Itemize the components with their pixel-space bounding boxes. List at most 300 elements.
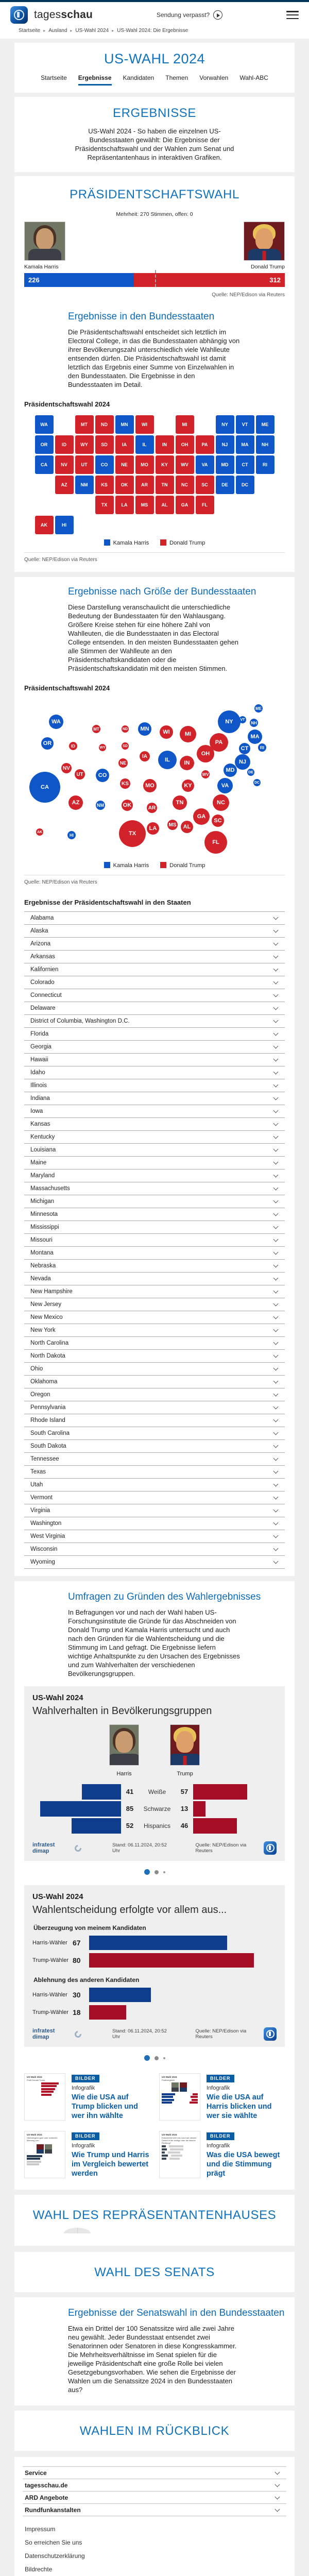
state-tile-ME[interactable]: ME — [256, 415, 274, 434]
state-accordion-row[interactable] — [24, 1105, 285, 1117]
state-tile-NV[interactable]: NV — [55, 455, 74, 474]
state-bubble-CA[interactable]: CA — [29, 772, 60, 803]
teaser-title[interactable]: Wie die USA auf Harris blicken und wer sie wählte — [207, 2093, 272, 2120]
state-accordion-row[interactable] — [24, 1414, 285, 1427]
chevron-down-icon — [273, 992, 279, 997]
chevron-down-icon — [273, 1417, 279, 1422]
chart1-footer — [32, 1841, 277, 1855]
state-accordion-label: Mississippi — [30, 1224, 59, 1230]
chart2-title: Wahlentscheidung erfolgte vor allem aus... — [32, 1904, 227, 1916]
carousel-dot-active[interactable] — [144, 2055, 150, 2061]
state-accordion-row[interactable] — [24, 976, 285, 989]
state-bubble-RI[interactable]: RI — [258, 743, 266, 752]
state-tile-NC[interactable]: NC — [176, 476, 194, 494]
hero-section — [14, 43, 295, 93]
state-bubble-LA[interactable]: LA — [147, 822, 159, 835]
state-bubble-OH[interactable]: OH — [197, 745, 214, 762]
state-accordion-label: Vermont — [30, 1495, 53, 1501]
chevron-down-icon — [273, 1057, 279, 1062]
state-accordion-row[interactable] — [24, 1478, 285, 1491]
state-tile-WY[interactable]: WY — [75, 435, 94, 454]
tab-kandidaten[interactable]: Kandidaten — [123, 74, 154, 81]
state-tile-AL[interactable]: AL — [156, 496, 174, 514]
state-accordion-row[interactable] — [24, 1375, 285, 1388]
state-tile-RI[interactable]: RI — [256, 455, 274, 474]
state-accordion-row[interactable] — [24, 1504, 285, 1517]
state-accordion-row[interactable] — [24, 1182, 285, 1195]
state-accordion-row[interactable] — [24, 1427, 285, 1439]
state-tile-NH[interactable]: NH — [256, 435, 274, 454]
bilder-badge: BILDER — [72, 2132, 99, 2140]
state-tile-FL[interactable]: FL — [196, 496, 214, 514]
state-accordion-row[interactable] — [24, 1169, 285, 1182]
state-accordion-row[interactable] — [24, 950, 285, 963]
state-accordion-row[interactable] — [24, 989, 285, 1002]
state-tile-SD[interactable]: SD — [95, 435, 114, 454]
chart2-row — [32, 1987, 277, 2003]
brand-wordmark[interactable]: tagesschau — [34, 9, 93, 21]
bundesstaaten-heading: Ergebnisse in den Bundesstaaten — [68, 311, 215, 322]
trump-value: 13 — [180, 1805, 188, 1812]
state-bubble-SC[interactable]: SC — [212, 815, 224, 827]
chevron-down-icon — [273, 1185, 279, 1191]
state-bubble-IN[interactable]: IN — [180, 756, 194, 770]
state-accordion-row[interactable] — [24, 1543, 285, 1555]
chevron-down-icon — [273, 1237, 279, 1242]
chart1-kicker: US-Wahl 2024 — [32, 1693, 83, 1702]
state-tile-NE[interactable]: NE — [115, 455, 134, 474]
state-bubble-WI[interactable]: WI — [160, 725, 173, 739]
state-tile-MD[interactable]: MD — [216, 455, 234, 474]
state-bubble-SD[interactable]: SD — [122, 742, 129, 750]
rueckblick-title: WAHLEN IM RÜCKBLICK — [79, 2424, 230, 2438]
state-bubble-AR[interactable]: AR — [147, 803, 157, 813]
breadcrumb-item[interactable]: Startseite — [19, 28, 41, 33]
chevron-down-icon — [273, 1263, 279, 1268]
chevron-down-icon — [273, 1301, 279, 1307]
state-accordion-row[interactable] — [24, 924, 285, 937]
state-accordion-label: Oregon — [30, 1392, 50, 1398]
state-bubble-IA[interactable]: IA — [140, 751, 150, 761]
state-accordion-label: Iowa — [30, 1108, 43, 1114]
state-tile-IN[interactable]: IN — [156, 435, 174, 454]
state-bubble-KY[interactable]: KY — [182, 779, 194, 792]
state-bubble-CT[interactable]: CT — [239, 743, 250, 754]
footer-accordion-rundfunkanstalten[interactable] — [23, 2503, 286, 2516]
state-bubble-IL[interactable]: IL — [158, 751, 177, 769]
state-accordion-row[interactable] — [24, 1259, 285, 1272]
state-accordion-label: Nebraska — [30, 1263, 56, 1269]
state-accordion-row[interactable] — [24, 1349, 285, 1362]
breadcrumb-separator: ▸ — [43, 28, 46, 33]
harris-name: Kamala Harris — [24, 264, 59, 270]
footer-links — [23, 2522, 286, 2576]
footer-accordion-tagesschaude[interactable] — [23, 2479, 286, 2491]
state-tile-CT[interactable]: CT — [236, 455, 254, 474]
state-accordion-row[interactable] — [24, 1452, 285, 1465]
state-tile-WI[interactable]: WI — [135, 415, 154, 434]
senat-title: WAHL DES SENATS — [94, 2265, 215, 2279]
state-accordion-label: Louisiana — [30, 1147, 56, 1153]
state-tile-UT[interactable]: UT — [75, 455, 94, 474]
state-bubble-MT[interactable]: MT — [92, 725, 100, 733]
state-accordion-row[interactable] — [24, 1388, 285, 1401]
state-bubble-NM[interactable]: NM — [96, 801, 105, 810]
state-tile-GA[interactable]: GA — [176, 496, 194, 514]
chart2-bars — [32, 1924, 277, 2020]
state-accordion-row[interactable] — [24, 1298, 285, 1311]
state-accordion-row[interactable] — [24, 1336, 285, 1349]
trump-bar — [193, 1801, 205, 1817]
state-accordion-label: Colorado — [30, 979, 55, 986]
tab-startseite[interactable]: Startseite — [41, 74, 67, 81]
electoral-votes-bar[interactable] — [24, 273, 285, 287]
state-tile-ND[interactable]: ND — [95, 415, 114, 434]
chevron-down-icon — [273, 1495, 279, 1500]
teaser-title[interactable]: Wie die USA auf Trump blicken und wer ihn wählte — [72, 2093, 138, 2120]
state-bubble-MO[interactable]: MO — [143, 779, 157, 792]
state-tile-PA[interactable]: PA — [196, 435, 214, 454]
groesse-text: Diese Darstellung veranschaulicht die unterschiedliche Bedeutung der Bundesstaaten für den Wahlausgang. Größere Kreise stehen für eine höhere Zahl von Wahlleuten, die die Bundesstaaten in das Electoral College entsenden. In den meisten Bundesstaaten gehen alle Stimmen der Wahlleute an den Präsidentschaftskandidaten oder die Präsidentschaftskandidatin mit den meisten Stimmen. — [68, 603, 239, 672]
state-accordion-label: New York — [30, 1327, 56, 1333]
state-tile-MI[interactable]: MI — [176, 415, 194, 434]
state-tile-MT[interactable]: MT — [75, 415, 94, 434]
state-bubble-NJ[interactable]: NJ — [235, 754, 250, 770]
state-bubble-DC[interactable]: DC — [253, 779, 261, 786]
state-accordion-label: Washington — [30, 1520, 62, 1527]
chevron-down-icon — [273, 1520, 279, 1526]
state-tile-KY[interactable]: KY — [156, 455, 174, 474]
infratest-dimap-logo: infratest dimap — [32, 1842, 81, 1854]
infografik-teaser[interactable] — [24, 2073, 150, 2121]
state-tile-TN[interactable]: TN — [156, 476, 174, 494]
state-tile-IL[interactable]: IL — [135, 435, 154, 454]
dem-bar — [89, 1936, 227, 1950]
state-tile-NM[interactable]: NM — [75, 476, 94, 494]
state-bubble-TN[interactable]: TN — [173, 795, 187, 810]
state-accordion-label: Oklahoma — [30, 1379, 58, 1385]
harris-bar — [82, 1784, 121, 1800]
state-accordion-label: Montana — [30, 1250, 54, 1256]
teaser-title[interactable]: Wie Trump und Harris im Vergleich bewertet werden — [72, 2151, 149, 2178]
state-bubble-MD[interactable]: MD — [224, 764, 237, 777]
ard-icon — [264, 1841, 277, 1855]
state-accordion-row[interactable] — [24, 1208, 285, 1221]
majority-note: Mehrheit: 270 Stimmen, offen: 0 — [116, 211, 193, 217]
chevron-down-icon — [273, 967, 279, 972]
state-tile-CA[interactable]: CA — [35, 455, 54, 474]
state-bubble-NC[interactable]: NC — [213, 794, 229, 811]
chevron-down-icon — [273, 1366, 279, 1371]
state-accordion-row[interactable] — [24, 1465, 285, 1478]
voter-group-value: 30 — [73, 1990, 81, 1999]
tab-vorwahlen[interactable]: Vorwahlen — [199, 74, 229, 81]
carousel-dot[interactable] — [163, 2057, 165, 2059]
state-bubble-VA[interactable]: VA — [217, 778, 233, 793]
state-accordion-label: Indiana — [30, 1095, 50, 1101]
chevron-down-icon — [273, 1469, 279, 1474]
state-accordion-row[interactable] — [24, 1143, 285, 1156]
menu-icon[interactable] — [286, 11, 299, 19]
state-accordion-row[interactable] — [24, 1117, 285, 1130]
chevron-down-icon — [273, 1327, 279, 1332]
state-accordion-label: Texas — [30, 1469, 46, 1475]
state-accordion-row[interactable] — [24, 1517, 285, 1530]
chevron-down-icon — [273, 1392, 279, 1397]
state-accordion-row[interactable] — [24, 1439, 285, 1452]
carousel-dot-active[interactable] — [144, 1869, 150, 1875]
breadcrumb-item[interactable]: US-Wahl 2024: Die Ergebnisse — [117, 28, 188, 33]
state-accordion-row[interactable] — [24, 963, 285, 976]
teaser-thumbnail: US-Wahl 2024 Profilvergleich — [159, 2073, 200, 2121]
bubble-map-source: Quelle: NEP/Edison via Reuters — [24, 879, 97, 885]
infografik-teaser[interactable] — [159, 2131, 285, 2178]
state-bubble-NY[interactable]: NY — [218, 710, 241, 733]
senatswahl-section — [14, 2297, 295, 2405]
state-bubble-NE[interactable]: NE — [118, 758, 128, 768]
state-tile-AR[interactable]: AR — [135, 476, 154, 494]
state-accordion-row[interactable] — [24, 1285, 285, 1298]
state-bubble-GA[interactable]: GA — [193, 808, 210, 825]
chevron-down-icon — [273, 1147, 279, 1152]
carousel-dot[interactable] — [163, 1871, 165, 1873]
chart1-bars — [32, 1783, 277, 1834]
teaser-kicker: Infografik — [72, 2085, 95, 2091]
footer-accordion-ardangebote[interactable] — [23, 2491, 286, 2503]
footer-link-soerreichensieuns[interactable]: So erreichen Sie uns — [25, 2539, 82, 2546]
state-tile-NY[interactable]: NY — [216, 415, 234, 434]
senatswahl-heading: Ergebnisse der Senatswahl in den Bundesstaaten — [68, 2308, 285, 2318]
state-tile-AZ[interactable]: AZ — [55, 476, 74, 494]
state-tile-OH[interactable]: OH — [176, 435, 194, 454]
state-accordion-row[interactable] — [24, 1233, 285, 1246]
map-title: Präsidentschaftswahl 2024 — [24, 400, 110, 408]
state-tile-NJ[interactable]: NJ — [216, 435, 234, 454]
state-tile-VT[interactable]: VT — [236, 415, 254, 434]
play-icon[interactable] — [213, 10, 222, 20]
state-accordion-row[interactable] — [24, 1530, 285, 1543]
chart2-row — [32, 1952, 277, 1968]
state-tile-DE[interactable]: DE — [216, 476, 234, 494]
state-tile-KS[interactable]: KS — [95, 476, 114, 494]
ergebnisse-title: ERGEBNISSE — [112, 106, 197, 120]
ergebnisse-text: US-Wahl 2024 - So haben die einzelnen US-Bundesstaaten gewählt: Die Ergebnisse der Präsidentschaftswahl und der Wahlen zum Senat und Repräsentantenhaus in interaktiven Grafiken. — [75, 127, 234, 161]
infografik-teaser[interactable] — [24, 2131, 150, 2178]
state-accordion-row[interactable] — [24, 1324, 285, 1336]
state-bubble-OK[interactable]: OK — [122, 800, 133, 811]
state-accordion-label: Pennsylvania — [30, 1404, 66, 1411]
state-accordion-row[interactable] — [24, 1002, 285, 1014]
trump-bar — [193, 1818, 237, 1834]
state-accordion-label: Maryland — [30, 1173, 55, 1179]
state-accordion-label: Maine — [30, 1160, 47, 1166]
teaser-kicker: Infografik — [207, 2085, 230, 2091]
footer-link-datenschutzerklrung[interactable]: Datenschutzerklärung — [25, 2552, 85, 2560]
state-accordion-row[interactable] — [24, 1491, 285, 1504]
map-legend — [14, 539, 295, 546]
carousel-dot[interactable] — [154, 2056, 159, 2060]
state-accordion-label: Nevada — [30, 1276, 51, 1282]
state-bubble-MA[interactable]: MA — [248, 730, 262, 744]
harris-photo-small — [109, 1724, 139, 1766]
carousel-dots[interactable] — [14, 1869, 295, 1875]
chevron-down-icon — [273, 1095, 279, 1100]
state-bubble-ND[interactable]: ND — [122, 725, 129, 733]
state-accordion-row[interactable] — [24, 911, 285, 924]
state-bubble-AZ[interactable]: AZ — [68, 795, 83, 810]
bilder-badge: BILDER — [207, 2075, 234, 2082]
carousel-dots[interactable] — [14, 2055, 295, 2061]
state-tile-ID[interactable]: ID — [55, 435, 74, 454]
state-accordion-row[interactable] — [24, 1221, 285, 1233]
state-bubble-UT[interactable]: UT — [75, 769, 85, 779]
tagesschau-logo-icon[interactable] — [10, 6, 28, 24]
state-accordion-row[interactable] — [24, 1401, 285, 1414]
state-bubble-OR[interactable]: OR — [41, 737, 54, 750]
carousel-dot[interactable] — [154, 1870, 159, 1874]
chart1-stand: Stand: 06.11.2024, 20:52 Uhr — [112, 1842, 167, 1854]
sendung-verpasst-link[interactable] — [157, 10, 222, 20]
chevron-down-icon — [273, 1353, 279, 1358]
chart2-stand: Stand: 06.11.2024, 20:52 Uhr — [112, 2028, 167, 2040]
state-accordion-label: Arkansas — [30, 954, 55, 960]
state-bubble-CO[interactable]: CO — [96, 769, 109, 782]
state-tile-OK[interactable]: OK — [115, 476, 134, 494]
tab-ergebnisse[interactable]: Ergebnisse — [78, 74, 112, 86]
state-tile-HI[interactable]: HI — [55, 516, 74, 534]
state-accordion-row[interactable] — [24, 1311, 285, 1324]
state-tile-WA[interactable]: WA — [35, 415, 54, 434]
state-accordion-row[interactable] — [24, 1092, 285, 1105]
breadcrumb-separator: ▸ — [70, 28, 73, 33]
state-bubble-WY[interactable]: WY — [99, 744, 106, 751]
state-bubble-ID[interactable]: ID — [69, 742, 77, 750]
chevron-down-icon — [273, 954, 279, 959]
footer-link-impressum[interactable]: Impressum — [25, 2526, 56, 2533]
umfragen-section — [14, 1581, 295, 2190]
state-bubble-NV[interactable]: NV — [61, 763, 72, 773]
state-bubble-WV[interactable]: WV — [201, 770, 210, 778]
breadcrumb — [10, 25, 299, 35]
state-tile-LA[interactable]: LA — [115, 496, 134, 514]
state-accordion-row[interactable] — [24, 1156, 285, 1169]
category-label: Hispanics — [143, 1822, 171, 1829]
chevron-down-icon — [273, 1198, 279, 1204]
trump-value: 57 — [180, 1788, 188, 1795]
chart1-row-Hispanics — [32, 1817, 277, 1834]
breadcrumb-item[interactable]: US-Wahl 2024 — [75, 28, 109, 33]
state-bubble-NH[interactable]: NH — [250, 719, 258, 727]
state-bubble-VT[interactable]: VT — [239, 716, 246, 723]
footer-accordion-service[interactable] — [23, 2466, 286, 2479]
state-tile-WV[interactable]: WV — [176, 455, 194, 474]
state-accordion-row[interactable] — [24, 1272, 285, 1285]
state-bubble-MN[interactable]: MN — [138, 722, 151, 736]
chevron-down-icon — [273, 1160, 279, 1165]
footer-accordion-label: tagesschau.de — [25, 2481, 68, 2489]
state-accordion-row[interactable] — [24, 1066, 285, 1079]
state-accordion-row[interactable] — [24, 1195, 285, 1208]
chevron-down-icon — [273, 1289, 279, 1294]
us-states-choropleth-map[interactable] — [35, 415, 274, 534]
state-bubble-AL[interactable]: AL — [181, 821, 193, 833]
state-accordion-row[interactable] — [24, 937, 285, 950]
trump-value: 46 — [180, 1822, 188, 1829]
chart1-title: Wahlverhalten in Bevölkerungsgruppen — [32, 1705, 212, 1717]
state-bubble-ME[interactable]: ME — [254, 704, 263, 713]
state-bubble-TX[interactable]: TX — [119, 820, 146, 847]
state-bubble-AK[interactable]: AK — [36, 828, 43, 836]
state-bubble-MI[interactable]: MI — [180, 726, 196, 742]
state-accordion-label: Alabama — [30, 915, 54, 921]
state-accordion-label: New Mexico — [30, 1314, 63, 1320]
harris-photo — [24, 222, 65, 261]
state-accordion-row[interactable] — [24, 1246, 285, 1259]
harris-value: 85 — [126, 1805, 134, 1812]
tab-themen[interactable]: Themen — [165, 74, 188, 81]
state-bubble-KS[interactable]: KS — [120, 778, 130, 789]
state-accordion-row[interactable] — [24, 1362, 285, 1375]
state-tile-MA[interactable]: MA — [236, 435, 254, 454]
state-accordion-row[interactable] — [24, 1130, 285, 1143]
chevron-down-icon — [273, 1546, 279, 1551]
state-bubble-PA[interactable]: PA — [210, 733, 228, 752]
state-accordion-row[interactable] — [24, 1053, 285, 1066]
state-bubble-MS[interactable]: MS — [167, 820, 178, 830]
state-accordion-label: Connecticut — [30, 992, 62, 998]
state-tile-SC[interactable]: SC — [196, 476, 214, 494]
state-accordion-row[interactable] — [24, 1079, 285, 1092]
state-tile-MN[interactable]: MN — [115, 415, 134, 434]
state-tile-IA[interactable]: IA — [115, 435, 134, 454]
state-tile-CO[interactable]: CO — [95, 455, 114, 474]
footer-link-bildrechte[interactable]: Bildrechte — [25, 2566, 53, 2573]
legend-swatch — [160, 862, 166, 868]
tab-wahlabc[interactable]: Wahl-ABC — [239, 74, 268, 81]
state-accordion-row[interactable] — [24, 1027, 285, 1040]
state-bubble-WA[interactable]: WA — [49, 715, 63, 729]
chart1-quelle: Quelle: NEP/Edison via Reuters — [195, 1842, 247, 1854]
state-tile-MO[interactable]: MO — [135, 455, 154, 474]
chevron-down-icon — [273, 1044, 279, 1049]
breadcrumb-item[interactable]: Ausland — [48, 28, 67, 33]
teaser-title[interactable]: Was die USA bewegt und die Stimmung prägt — [207, 2151, 280, 2178]
state-tile-TX[interactable]: TX — [95, 496, 114, 514]
state-tile-MS[interactable]: MS — [135, 496, 154, 514]
state-bubble-FL[interactable]: FL — [204, 831, 227, 854]
state-accordion-row[interactable] — [24, 1555, 285, 1568]
state-bubble-HI[interactable]: HI — [67, 831, 76, 839]
state-bubble-DE[interactable]: DE — [247, 769, 254, 776]
ard-icon — [264, 2027, 277, 2041]
state-tile-OR[interactable]: OR — [35, 435, 54, 454]
infografik-teaser[interactable] — [159, 2073, 285, 2121]
chevron-down-icon — [273, 941, 279, 946]
bundesstaaten-text: Die Präsidentschaftswahl entscheidet sich letztlich im Electoral College, in das die Bundesstaaten abhängig von ihrer Bevölkerungszahl unterschiedlich viele Wahlleute entsenden dürfen. Die Präsidentschaftswahl ist damit letztlich das Ergebnis einer Summe von Einzelwahlen in den Bundesstaaten. Die Ergebnisse in den Bundesstaaten im Detail. — [68, 328, 240, 388]
state-tile-DC[interactable]: DC — [236, 476, 254, 494]
state-accordion-row[interactable] — [24, 1014, 285, 1027]
state-tile-VA[interactable]: VA — [196, 455, 214, 474]
state-accordion-row[interactable] — [24, 1040, 285, 1053]
chevron-down-icon — [273, 1070, 279, 1075]
us-states-bubble-map[interactable] — [24, 697, 285, 857]
chevron-down-icon — [273, 1224, 279, 1229]
chevron-down-icon — [273, 1507, 279, 1513]
state-accordion-label: Utah — [30, 1482, 43, 1488]
chevron-down-icon — [273, 1005, 279, 1010]
trump-bar — [193, 1784, 247, 1800]
state-tile-AK[interactable]: AK — [35, 516, 54, 534]
